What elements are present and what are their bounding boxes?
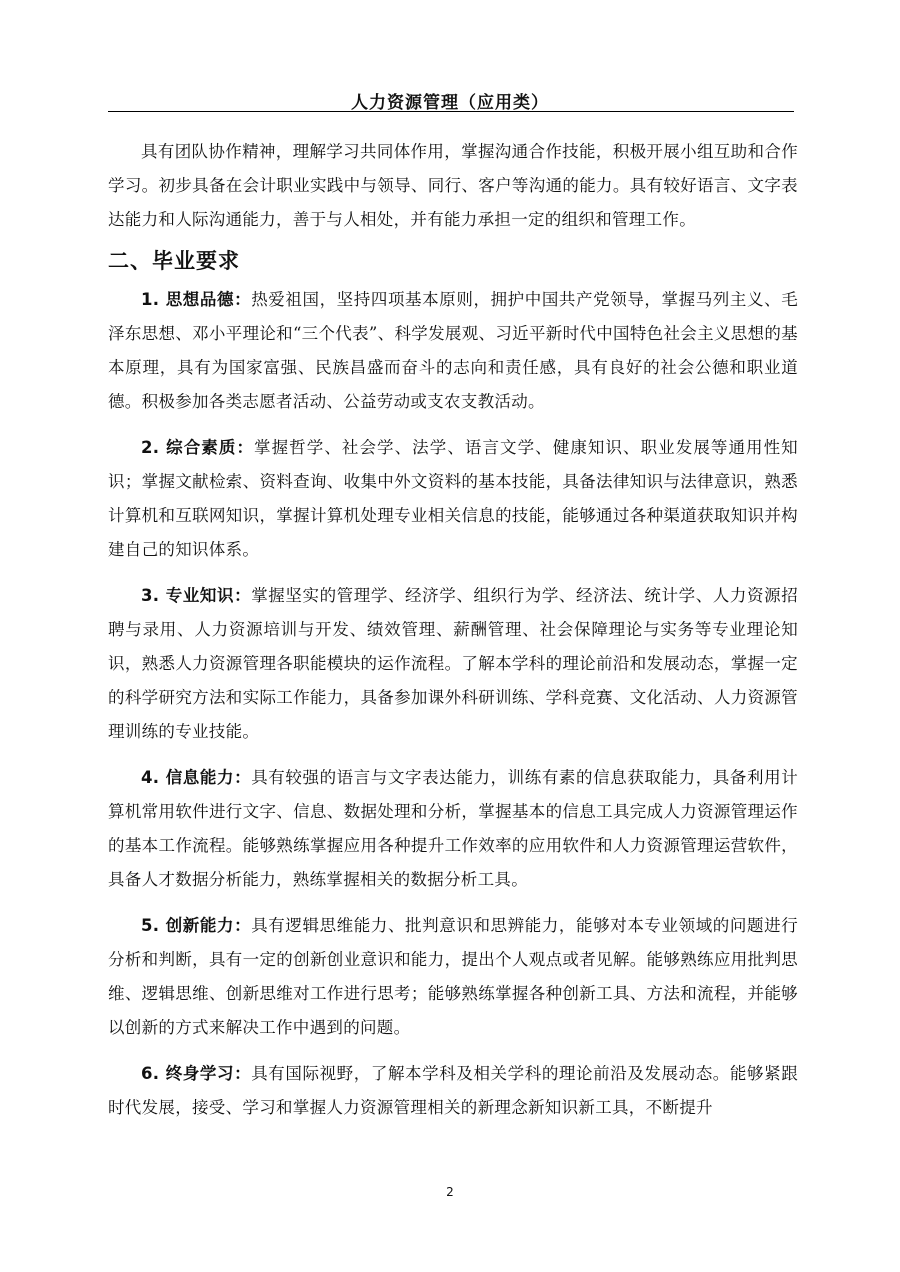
page-content xyxy=(108,135,798,1125)
requirement-item-3 xyxy=(108,579,798,749)
requirement-text: 掌握坚实的管理学、经济学、组织行为学、经济法、统计学、人力资源招聘与录用、人力资源培训与开发、绩效管理、薪酬管理、社会保障理论与实务等专业理论知识，熟悉人力资源管理各职能模块的运作流程。了解本学科的理论前沿和发展动态，掌握一定的科学研究方法和实际工作能力，具备参加课外科研训练、学科竞赛、文化活动、人力资源管理训练的专业技能。 xyxy=(108,586,798,741)
requirement-lead: 6. 终身学习： xyxy=(141,1064,252,1083)
requirement-lead: 5. 创新能力： xyxy=(141,916,252,935)
requirement-text: 具有较强的语言与文字表达能力，训练有素的信息获取能力，具备利用计算机常用软件进行文字、信息、数据处理和分析，掌握基本的信息工具完成人力资源管理运作的基本工作流程。能够熟练掌握应用各种提升工作效率的应用软件和人力资源管理运营软件，具备人才数据分析能力，熟练掌握相关的数据分析工具。 xyxy=(108,768,798,889)
requirement-text: 热爱祖国，坚持四项基本原则，拥护中国共产党领导，掌握马列主义、毛泽东思想、邓小平理论和“三个代表”、科学发展观、习近平新时代中国特色社会主义思想的基本原理，具有为国家富强、民族昌盛而奋斗的志向和责任感，具有良好的社会公德和职业道德。积极参加各类志愿者活动、公益劳动或支农支教活动。 xyxy=(108,290,798,411)
page-number: 2 xyxy=(446,1185,454,1199)
section-heading: 二、毕业要求 xyxy=(108,249,240,273)
requirement-item-1 xyxy=(108,283,798,419)
requirement-item-6 xyxy=(108,1057,798,1125)
header-divider xyxy=(108,111,794,112)
requirement-text: 具有国际视野，了解本学科及相关学科的理论前沿及发展动态。能够紧跟时代发展，接受、学习和掌握人力资源管理相关的新理念新知识新工具，不断提升 xyxy=(108,1064,798,1117)
running-header-title: 人力资源管理（应用类） xyxy=(351,93,549,113)
requirement-item-5 xyxy=(108,909,798,1045)
intro-paragraph: 具有团队协作精神，理解学习共同体作用，掌握沟通合作技能，积极开展小组互助和合作学习。初步具备在会计职业实践中与领导、同行、客户等沟通的能力。具有较好语言、文字表达能力和人际沟通能力，善于与人相处，并有能力承担一定的组织和管理工作。 xyxy=(108,142,798,229)
requirement-text: 掌握哲学、社会学、法学、语言文学、健康知识、职业发展等通用性知识；掌握文献检索、资料查询、收集中外文资料的基本技能，具备法律知识与法律意识，熟悉计算机和互联网知识，掌握计算机处理专业相关信息的技能，能够通过各种渠道获取知识并构建自己的知识体系。 xyxy=(108,438,798,559)
requirement-lead: 3. 专业知识： xyxy=(141,586,252,605)
requirement-item-4 xyxy=(108,761,798,897)
requirement-lead: 1. 思想品德： xyxy=(141,290,252,309)
requirement-item-2 xyxy=(108,431,798,567)
requirement-text: 具有逻辑思维能力、批判意识和思辨能力，能够对本专业领域的问题进行分析和判断，具有一定的创新创业意识和能力，提出个人观点或者见解。能够熟练应用批判思维、逻辑思维、创新思维对工作进行思考；能够熟练掌握各种创新工具、方法和流程，并能够以创新的方式来解决工作中遇到的问题。 xyxy=(108,916,798,1037)
requirement-lead: 4. 信息能力： xyxy=(141,768,252,787)
requirement-lead: 2. 综合素质： xyxy=(141,438,255,457)
